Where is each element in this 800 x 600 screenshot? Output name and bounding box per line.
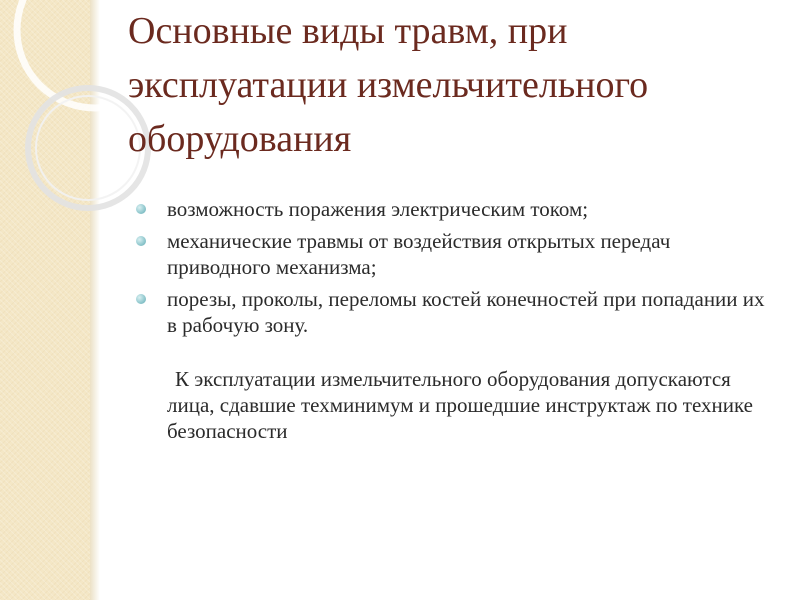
round-bullet-icon	[136, 294, 146, 304]
bullet-list	[135, 196, 775, 344]
bullet-text: порезы, проколы, переломы костей конечностей при попадании их в рабочую зону.	[167, 287, 765, 337]
bullet-item	[135, 228, 775, 280]
round-bullet-icon	[136, 204, 146, 214]
small-ring-inner	[36, 96, 140, 200]
slide-title: Основные виды травм, при эксплуатации измельчительного оборудования	[128, 10, 649, 160]
bullet-text: возможность поражения электрическим током;	[167, 197, 589, 221]
note-paragraph: К эксплуатации измельчительного оборудования допускаются лица, сдавшие техминимум и прошедшие инструктаж по технике безопасности	[167, 367, 753, 443]
round-bullet-icon	[136, 236, 146, 246]
bullet-text: механические травмы от воздействия открытых передач приводного механизма;	[167, 229, 671, 279]
bullet-item	[135, 286, 775, 338]
bullet-item	[135, 196, 775, 222]
